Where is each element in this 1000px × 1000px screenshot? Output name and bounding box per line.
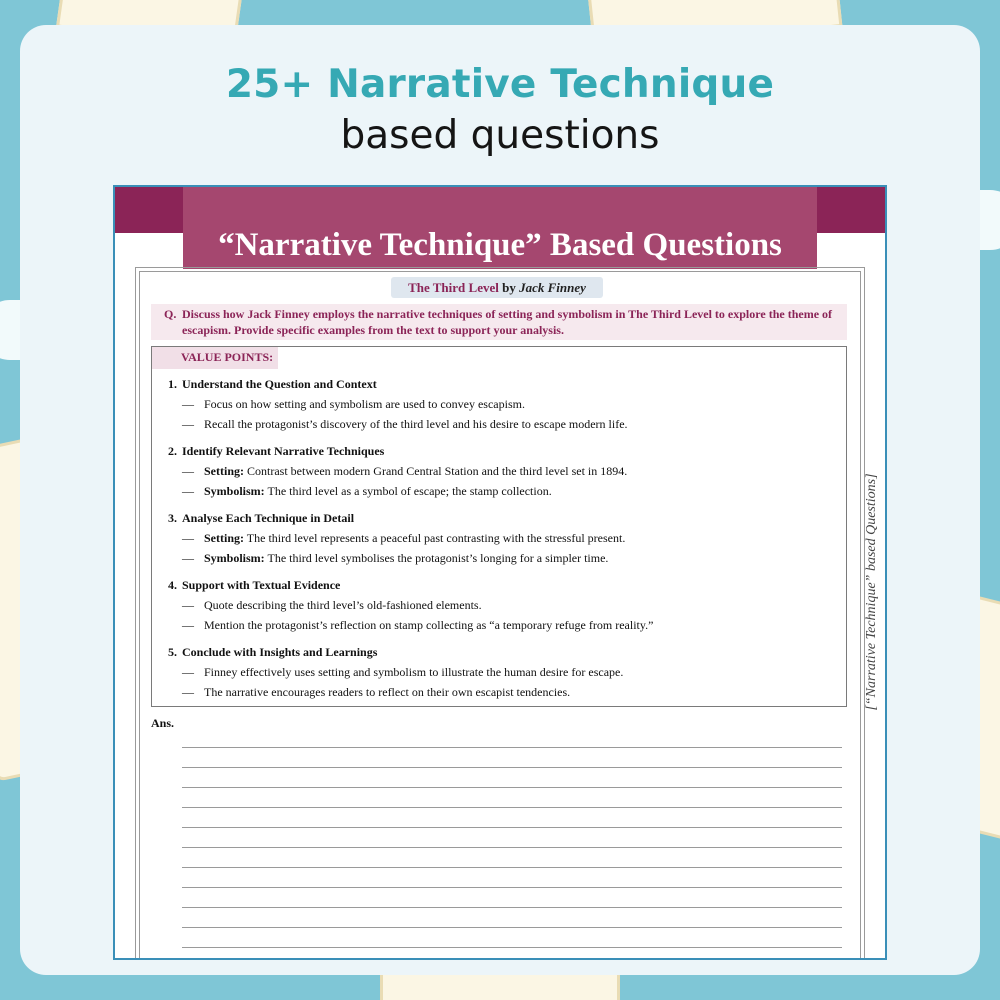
answer-writing-line — [182, 748, 842, 768]
subpoint-text: The third level symbolises the protagonist’s longing for a simpler time. — [267, 551, 609, 565]
value-point-subpoint — [168, 416, 838, 432]
value-point-subpoint — [168, 550, 838, 566]
dash-bullet: — — [182, 464, 194, 478]
subheadline: based questions — [340, 113, 660, 158]
dash-bullet: — — [182, 665, 194, 679]
value-point-number: 4. — [168, 578, 177, 592]
value-point-number: 2. — [168, 444, 177, 458]
value-point-title-text: Identify Relevant Narrative Techniques — [182, 444, 385, 458]
value-point-item — [168, 577, 838, 633]
dash-bullet: — — [182, 685, 194, 699]
value-point-subpoint — [168, 463, 838, 479]
value-point-title-text: Support with Textual Evidence — [182, 578, 341, 592]
value-point-item — [168, 510, 838, 566]
subpoint-text: Quote describing the third level’s old-fashioned elements. — [204, 598, 482, 612]
value-point-title — [168, 644, 838, 660]
answer-writing-line — [182, 888, 842, 908]
subpoint-text: The third level as a symbol of escape; the stamp collection. — [267, 484, 552, 498]
value-point-title — [168, 510, 838, 526]
subpoint-label: Setting: — [204, 464, 244, 478]
question-marker: Q. — [164, 307, 177, 321]
dash-bullet: — — [182, 598, 194, 612]
answer-writing-line — [182, 848, 842, 868]
story-title: The Third Level — [408, 280, 499, 295]
answer-writing-line — [182, 788, 842, 808]
value-point-title — [168, 577, 838, 593]
subpoint-text: Recall the protagonist’s discovery of the third level and his desire to escape modern life. — [204, 417, 628, 431]
value-point-item — [168, 376, 838, 432]
headline: 25+ Narrative Technique — [225, 62, 775, 107]
dash-bullet: — — [182, 417, 194, 431]
value-point-subpoint — [168, 617, 838, 633]
dash-bullet: — — [182, 618, 194, 632]
side-label-text: [“Narrative Technique” based Questions] — [864, 473, 879, 711]
value-point-number: 3. — [168, 511, 177, 525]
answer-writing-line — [182, 928, 842, 948]
question-text: Discuss how Jack Finney employs the narrative techniques of setting and symbolism in The Third Level to explore the theme of escapism. Provide specific examples from the text to support your analysis. — [182, 307, 833, 337]
value-point-number: 1. — [168, 377, 177, 391]
subpoint-label: Symbolism: — [204, 484, 265, 498]
dash-bullet: — — [182, 551, 194, 565]
value-point-subpoint — [168, 597, 838, 613]
value-point-title-text: Conclude with Insights and Learnings — [182, 645, 378, 659]
subpoint-text: Mention the protagonist’s reflection on stamp collecting as “a temporary refuge from reality.” — [204, 618, 654, 632]
value-point-title — [168, 376, 838, 392]
story-by: by — [502, 280, 516, 295]
subpoint-text: Focus on how setting and symbolism are used to convey escapism. — [204, 397, 525, 411]
value-point-subpoint — [168, 530, 838, 546]
worksheet-page — [113, 185, 887, 960]
answer-label: Ans. — [151, 716, 175, 730]
dash-bullet: — — [182, 484, 194, 498]
value-point-subpoint — [168, 483, 838, 499]
dash-bullet: — — [182, 397, 194, 411]
answer-lines — [182, 728, 842, 960]
value-point-title-text: Understand the Question and Context — [182, 377, 377, 391]
value-point-subpoint — [168, 396, 838, 412]
subpoint-text: Finney effectively uses setting and symbolism to illustrate the human desire for escape. — [204, 665, 624, 679]
value-point-subpoint — [168, 684, 838, 700]
value-point-item — [168, 644, 838, 700]
answer-writing-line — [182, 948, 842, 960]
worksheet-title: “Narrative Technique” Based Questions — [183, 187, 817, 269]
value-points-list — [168, 376, 838, 711]
value-points-box — [151, 346, 847, 707]
answer-writing-line — [182, 808, 842, 828]
subpoint-label: Setting: — [204, 531, 244, 545]
answer-writing-line — [182, 728, 842, 748]
value-point-title-text: Analyse Each Technique in Detail — [182, 511, 355, 525]
subpoint-text: Contrast between modern Grand Central Station and the third level set in 1894. — [247, 464, 628, 478]
subpoint-text: The narrative encourages readers to reflect on their own escapist tendencies. — [204, 685, 571, 699]
value-point-number: 5. — [168, 645, 177, 659]
value-point-title — [168, 443, 838, 459]
answer-writing-line — [182, 828, 842, 848]
answer-writing-line — [182, 908, 842, 928]
question-block — [151, 304, 847, 340]
dash-bullet: — — [182, 531, 194, 545]
subpoint-label: Symbolism: — [204, 551, 265, 565]
value-points-heading: VALUE POINTS: — [152, 347, 278, 369]
value-point-subpoint — [168, 664, 838, 680]
subpoint-text: The third level represents a peaceful past contrasting with the stressful present. — [246, 531, 626, 545]
value-point-item — [168, 443, 838, 499]
story-author: Jack Finney — [519, 280, 586, 295]
answer-writing-line — [182, 768, 842, 788]
story-pill — [391, 277, 603, 298]
answer-writing-line — [182, 868, 842, 888]
